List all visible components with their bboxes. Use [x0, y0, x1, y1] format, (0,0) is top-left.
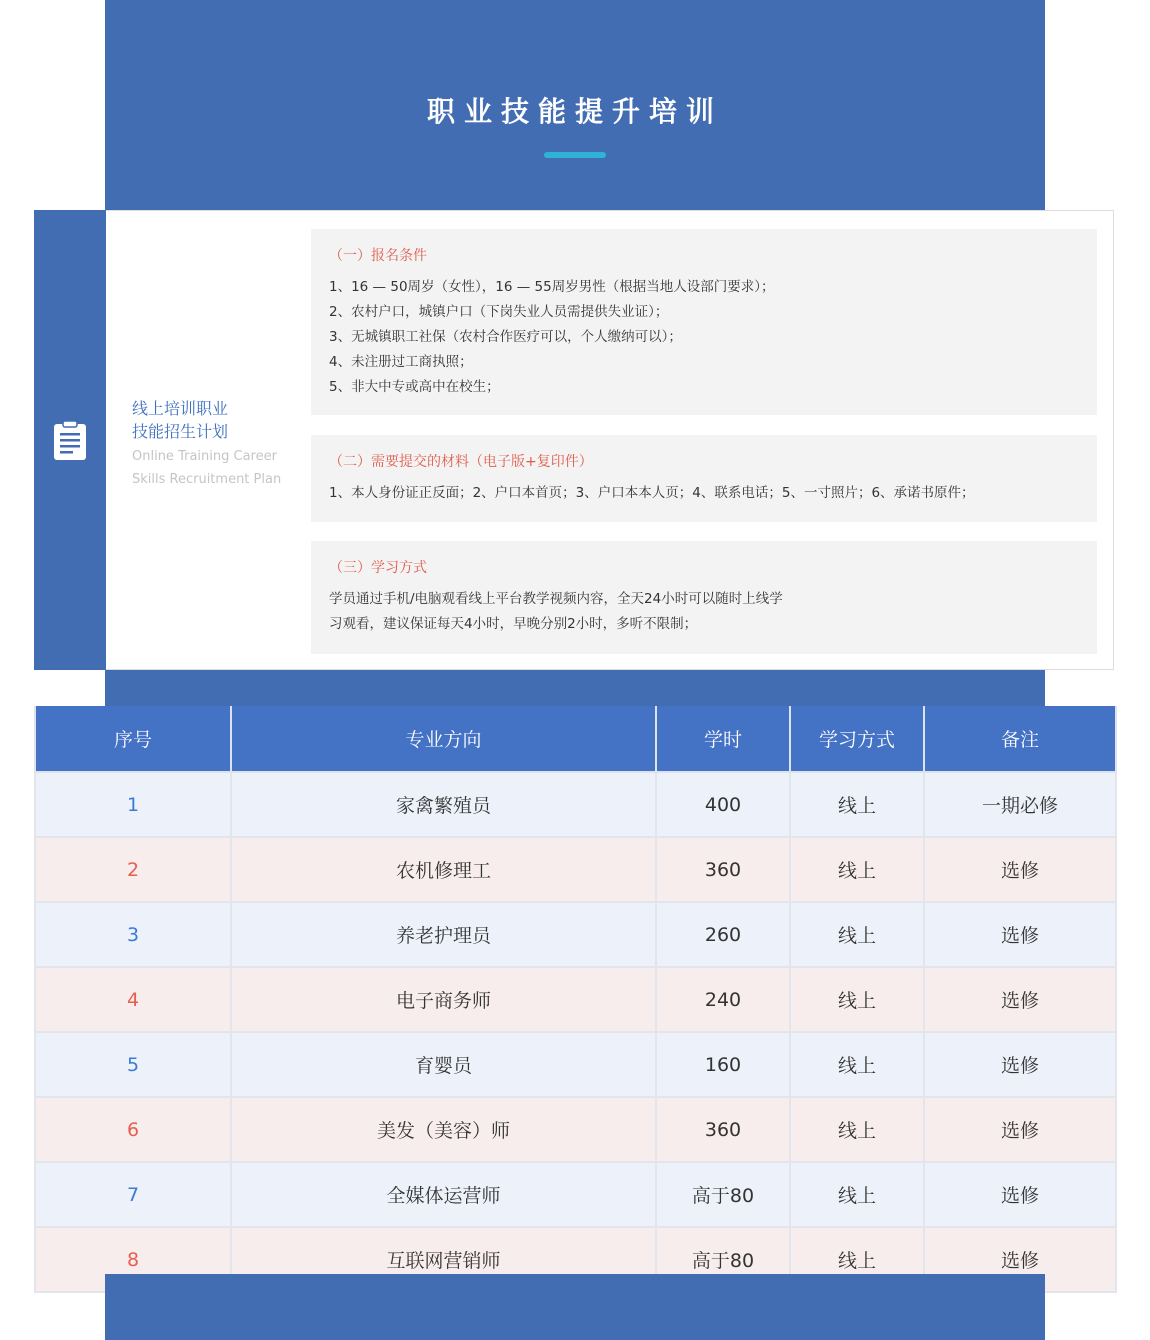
- row-mode: 线上: [790, 1097, 924, 1162]
- row-index: 3: [35, 902, 231, 967]
- plan-title-en-line: Skills Recruitment Plan: [132, 472, 282, 487]
- row-hours: 400: [656, 772, 790, 837]
- row-index: 2: [35, 837, 231, 902]
- document-list-icon: [52, 420, 88, 462]
- row-major: 养老护理员: [231, 902, 656, 967]
- section-line: 1、16 — 50周岁（女性），16 — 55周岁男性（根据当地人设部门要求）；: [329, 279, 775, 295]
- table-header-row: [35, 706, 1116, 772]
- section-heading: （二）需要提交的材料（电子版+复印件）: [329, 454, 593, 470]
- row-mode: 线上: [790, 1032, 924, 1097]
- row-mode: 线上: [790, 772, 924, 837]
- table-row: [35, 902, 1116, 967]
- row-major: 育婴员: [231, 1032, 656, 1097]
- section-line: 3、无城镇职工社保（农村合作医疗可以，个人缴纳可以）；: [329, 329, 682, 345]
- course-table: [34, 706, 1117, 1293]
- enrollment-info-box: [34, 210, 1114, 670]
- row-mode: 线上: [790, 837, 924, 902]
- section-heading: （一）报名条件: [329, 248, 427, 264]
- side-strip: [34, 210, 106, 670]
- plan-title-cn: [132, 397, 262, 443]
- column-header-index: 序号: [35, 706, 231, 772]
- section-learning-method: [311, 541, 1097, 654]
- section-heading: （三）学习方式: [329, 560, 427, 576]
- row-hours: 360: [656, 837, 790, 902]
- section-registration-conditions: [311, 229, 1097, 415]
- row-index: 1: [35, 772, 231, 837]
- plan-title-en: [132, 445, 292, 491]
- row-mode: 线上: [790, 1162, 924, 1227]
- row-major: 电子商务师: [231, 967, 656, 1032]
- section-line: 5、非大中专或高中在校生；: [329, 379, 500, 395]
- row-note: 一期必修: [924, 772, 1116, 837]
- column-header-note: 备注: [924, 706, 1116, 772]
- row-hours: 160: [656, 1032, 790, 1097]
- table-row: [35, 1162, 1116, 1227]
- plan-title-cn-line: 技能招生计划: [132, 422, 229, 441]
- column-header-hours: 学时: [656, 706, 790, 772]
- row-index: 6: [35, 1097, 231, 1162]
- row-note: 选修: [924, 967, 1116, 1032]
- row-mode: 线上: [790, 902, 924, 967]
- page-title: 职业技能提升培训: [426, 95, 723, 128]
- row-mode: 线上: [790, 967, 924, 1032]
- table-row: [35, 967, 1116, 1032]
- section-line: 4、未注册过工商执照；: [329, 354, 473, 370]
- row-note: 选修: [924, 1032, 1116, 1097]
- row-mode: 线上: [790, 1227, 924, 1292]
- row-major: 全媒体运营师: [231, 1162, 656, 1227]
- row-hours: 360: [656, 1097, 790, 1162]
- section-line: 2、农村户口，城镇户口（下岗失业人员需提供失业证）；: [329, 304, 669, 320]
- row-index: 4: [35, 967, 231, 1032]
- plan-title-cn-line: 线上培训职业: [132, 399, 229, 418]
- plan-title-en-line: Online Training Career: [132, 449, 277, 464]
- row-major: 农机修理工: [231, 837, 656, 902]
- row-hours: 高于80: [656, 1227, 790, 1292]
- section-line: 1、本人身份证正反面；2、户口本首页；3、户口本本人页；4、联系电话；5、一寸照片；6、承诺书原件；: [329, 485, 975, 501]
- row-note: 选修: [924, 1162, 1116, 1227]
- row-note: 选修: [924, 837, 1116, 902]
- table-row: [35, 1032, 1116, 1097]
- row-note: 选修: [924, 1097, 1116, 1162]
- row-major: 互联网营销师: [231, 1227, 656, 1292]
- column-header-mode: 学习方式: [790, 706, 924, 772]
- table-row: [35, 1097, 1116, 1162]
- footer-band: [105, 1274, 1045, 1340]
- row-note: 选修: [924, 1227, 1116, 1292]
- row-index: 7: [35, 1162, 231, 1227]
- row-note: 选修: [924, 902, 1116, 967]
- section-required-materials: [311, 435, 1097, 522]
- row-hours: 高于80: [656, 1162, 790, 1227]
- section-line: 学员通过手机/电脑观看线上平台教学视频内容，全天24小时可以随时上线学: [329, 591, 783, 607]
- row-major: 美发（美容）师: [231, 1097, 656, 1162]
- column-header-major: 专业方向: [231, 706, 656, 772]
- row-hours: 260: [656, 902, 790, 967]
- row-hours: 240: [656, 967, 790, 1032]
- row-index: 5: [35, 1032, 231, 1097]
- section-line: 习观看，建议保证每天4小时，早晚分别2小时，多听不限制；: [329, 616, 698, 632]
- table-row: [35, 837, 1116, 902]
- title-underline: [544, 152, 606, 158]
- middle-band: [105, 670, 1045, 710]
- table-row: [35, 772, 1116, 837]
- row-major: 家禽繁殖员: [231, 772, 656, 837]
- row-index: 8: [35, 1227, 231, 1292]
